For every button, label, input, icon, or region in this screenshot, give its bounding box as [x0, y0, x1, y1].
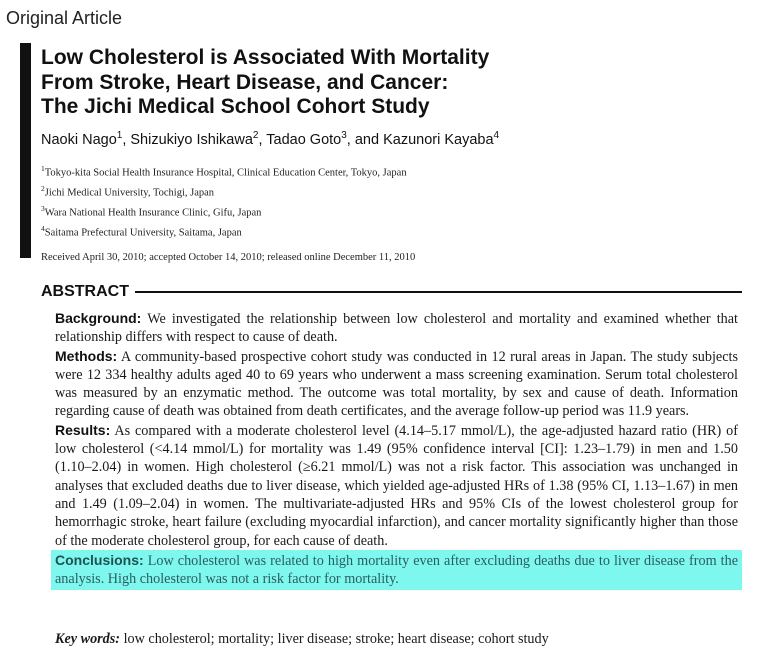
affiliation-item — [41, 201, 741, 221]
abstract-body — [55, 309, 738, 590]
title-block — [41, 46, 741, 263]
keywords-text: low cholesterol; mortality; liver disease; stroke; heart disease; cohort study — [120, 631, 549, 647]
keywords-line — [55, 631, 549, 648]
title-line: Low Cholesterol is Associated With Mortality — [41, 46, 490, 69]
affiliation-list — [41, 161, 741, 241]
author-affiliation-mark: 2 — [252, 129, 259, 141]
affiliation-mark: 4 — [41, 224, 45, 234]
author-name: Tadao Goto — [266, 131, 342, 148]
affiliation-text: Saitama Prefectural University, Saitama, Japan — [44, 227, 242, 239]
publication-dates: Received April 30, 2010; accepted October 14, 2010; released online December 11, 2010 — [41, 252, 416, 264]
article-type-label: Original Article — [6, 8, 123, 28]
abstract-heading: ABSTRACT — [41, 283, 129, 300]
affiliation-item — [41, 161, 741, 181]
author-separator: , and — [346, 131, 384, 148]
author-name: Naoki Nago — [41, 131, 117, 148]
conclusions-label: Conclusions: — [55, 551, 144, 568]
keywords-label: Key words: — [55, 631, 121, 647]
author-affiliation-mark: 3 — [341, 129, 347, 141]
background-label: Background: — [55, 310, 142, 326]
title-accent-bar — [20, 43, 31, 258]
author-name: Kazunori Kayaba — [383, 131, 494, 148]
affiliation-mark: 2 — [41, 184, 45, 194]
abstract-methods — [55, 347, 738, 421]
affiliation-item — [41, 181, 741, 201]
title-line: From Stroke, Heart Disease, and Cancer: — [41, 70, 449, 94]
affiliation-mark: 3 — [41, 204, 45, 214]
results-text: As compared with a moderate cholesterol level (4.14–5.17 mmol/L), the age-adjusted hazard ratio (HR) of low cholesterol (<4.14 mmol/L) for mortality was 1.49 (95% confidence interval [CI]: 1.23–1.79) in men and 1.50 (1.10–2.04) in women. High cholesterol (≥6.21 mmol/L) was not a risk factor. This association was unchanged in analyses that excluded deaths due to liver disease, which yielded age-adjusted HRs of 1.38 (95% CI, 1.13–1.67) in men and 1.49 (1.09–2.04) in women. The multivariate-adjusted HRs and 95% CIs of the lowest cholesterol group for hemorrhagic stroke, heart failure (excluding myocardial infarction), and cancer mortality significantly higher than those of the moderate cholesterol group, for each cause of death. — [55, 422, 738, 549]
abstract-background — [55, 309, 738, 347]
abstract-divider — [135, 291, 742, 293]
abstract-heading-row — [41, 282, 742, 302]
author-list — [41, 130, 741, 148]
author-affiliation-mark: 4 — [493, 129, 500, 141]
methods-text: A community-based prospective cohort study was conducted in 12 rural areas in Japan. The study subjects were 12 334 healthy adults aged 40 to 69 years who underwent a mass screening examination. Serum total cholesterol was measured by an enzymatic method. The outcome was total mortality, by sex and cause of death. Information regarding cause of death was obtained from death certificates, and the average follow-up period was 11.9 years. — [55, 348, 738, 420]
article-title — [41, 46, 741, 120]
author-affiliation-mark: 1 — [116, 129, 123, 141]
title-line: The Jichi Medical School Cohort Study — [41, 95, 430, 118]
affiliation-mark: 1 — [41, 164, 45, 174]
affiliation-text: Wara National Health Insurance Clinic, Gifu, Japan — [44, 207, 262, 219]
methods-label: Methods: — [55, 347, 118, 364]
author-separator: , — [258, 131, 267, 148]
affiliation-item — [41, 221, 741, 241]
affiliation-text: Tokyo-kita Social Health Insurance Hospital, Clinical Education Center, Tokyo, Japan — [44, 167, 407, 179]
results-label: Results: — [55, 421, 111, 438]
conclusions-text: Low cholesterol was related to high mortality even after excluding deaths due to liver disease from the analysis. High cholesterol was not a risk factor for mortality. — [55, 552, 738, 588]
author-name: Shizukiyo Ishikawa — [130, 131, 253, 148]
author-separator: , — [122, 131, 131, 148]
affiliation-text: Jichi Medical University, Tochigi, Japan — [44, 187, 215, 199]
abstract-conclusions-highlighted — [51, 550, 742, 591]
background-text: We investigated the relationship between low cholesterol and mortality and examined whether that relationship differs with respect to cause of death. — [55, 311, 738, 346]
abstract-results — [55, 421, 738, 550]
